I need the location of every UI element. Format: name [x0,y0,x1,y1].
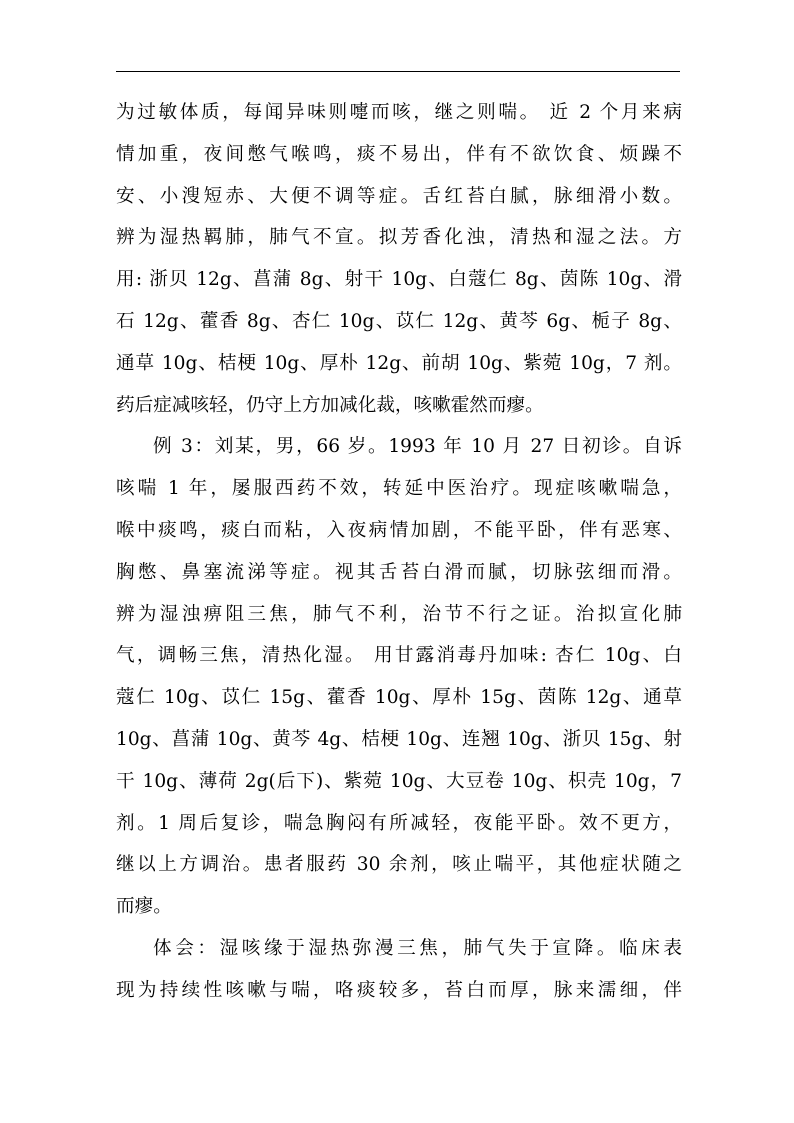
text-line: 辨为湿浊痹阻三焦，肺气不利，治节不行之证。治拟宣化肺 [116,603,682,625]
text-line: 药后症减咳轻，仍守上方加减化裁，咳嗽霍然而瘳。 [116,394,544,416]
text-line: 而瘳。 [116,896,172,918]
text-line: 干 10g、薄荷 2g(后下)、紫菀 10g、大豆卷 10g、枳壳 10g，7 [116,770,682,792]
text-line: 安、小溲短赤、大便不调等症。舌红苔白腻，脉细滑小数。 [116,185,682,207]
text-line: 蔻仁 10g、苡仁 15g、藿香 10g、厚朴 15g、茵陈 12g、通草 [116,687,682,709]
text-line: 辨为湿热羁肺，肺气不宣。拟芳香化浊，清热和湿之法。方 [116,227,682,249]
text-line: 气，调畅三焦，清热化湿。 用甘露消毒丹加味: 杏仁 10g、白 [116,645,682,667]
text-line: 10g、菖蒲 10g、黄芩 4g、桔梗 10g、连翘 10g、浙贝 15g、射 [116,728,682,750]
text-line: 继以上方调治。患者服药 30 余剂，咳止喘平，其他症状随之 [116,854,682,876]
text-line: 体会：湿咳缘于湿热弥漫三焦，肺气失于宣降。临床表 [153,937,682,959]
text-line: 咳喘 1 年，屡服西药不效，转延中医治疗。现症咳嗽喘急， [116,478,682,500]
text-line: 为过敏体质，每闻异味则嚏而咳，继之则喘。 近 2 个月来病 [116,102,682,123]
text-line: 现为持续性咳嗽与喘，咯痰较多，苔白而厚，脉来濡细，伴 [116,979,682,1001]
text-line: 剂。1 周后复诊，喘急胸闷有所减轻，夜能平卧。效不更方， [116,812,682,834]
text-line: 通草 10g、桔梗 10g、厚朴 12g、前胡 10g、紫菀 10g，7 剂。 [116,352,682,374]
body-text [116,92,682,1012]
text-line: 石 12g、藿香 8g、杏仁 10g、苡仁 12g、黄芩 6g、栀子 8g、 [116,310,682,332]
text-line: 情加重，夜间憋气喉鸣，痰不易出，伴有不欲饮食、烦躁不 [116,143,682,165]
header-rule [116,71,680,72]
text-line: 用: 浙贝 12g、菖蒲 8g、射干 10g、白蔻仁 8g、茵陈 10g、滑 [116,269,682,291]
text-line: 例 3：刘某，男，66 岁。1993 年 10 月 27 日初诊。自诉 [153,436,682,458]
text-line: 喉中痰鸣，痰白而粘，入夜病情加剧，不能平卧，伴有恶寒、 [116,519,682,541]
text-line: 胸憋、鼻塞流涕等症。视其舌苔白滑而腻，切脉弦细而滑。 [116,561,682,583]
